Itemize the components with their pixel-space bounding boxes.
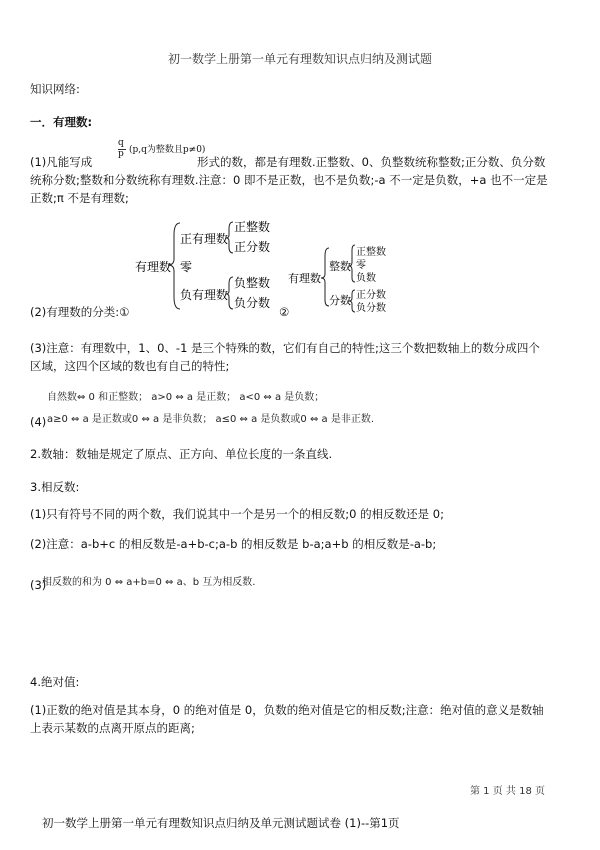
opposite-para2: (2)注意：a-b+c 的相反数是-a+b-c;a-b 的相反数是 b-a;a+b 的相反数是-a-b;	[30, 537, 437, 551]
tree2-int: 整数	[329, 260, 351, 273]
tree2-frac-neg: 负分数	[356, 303, 386, 314]
formula-numerator: q	[118, 138, 124, 148]
tree1-zero: 零	[180, 260, 193, 274]
tree1-pos-int: 正整数	[234, 220, 271, 234]
para4-label: (4)	[30, 415, 47, 429]
knowledge-network-label: 知识网络:	[30, 82, 80, 96]
circle-two-marker: ②	[279, 305, 290, 319]
classification-tree-2	[285, 240, 405, 320]
tree1-neg: 负有理数	[180, 288, 229, 302]
para1-prefix: (1)凡能写成	[30, 155, 93, 169]
tree2-root: 有理数	[288, 272, 321, 285]
document-footer: 初一数学上册第一单元有理数知识点归纳及单元测试题试卷 (1)--第1页	[42, 816, 400, 830]
para3-line2: 区域，这四个区域的数也有自己的特性;	[30, 359, 230, 373]
tree2-frac: 分数	[329, 294, 351, 307]
absolute-para1-line1: (1)正数的绝对值是其本身，0 的绝对值是 0，负数的绝对值是它的相反数;注意：绝对值的意义是数轴	[30, 703, 544, 717]
classification-tree-1	[130, 215, 290, 315]
tree1-neg-int: 负整数	[234, 276, 271, 290]
tree1-neg-frac: 负分数	[234, 296, 271, 310]
sign-rules-line1: 自然数⇔ 0 和正整数； a>0 ⇔ a 是正数； a<0 ⇔ a 是负数；	[47, 392, 325, 403]
section3-heading: 3.相反数:	[30, 480, 80, 494]
para1-line1: 形式的数，都是有理数.正整数、0、负整数统称整数;正分数、负分数	[197, 155, 546, 169]
para3-line1: (3)注意：有理数中，1、0、-1 是三个特殊的数，它们有自己的特性;这三个数把数轴上的数分成四个	[30, 341, 540, 355]
document-title: 初一数学上册第一单元有理数知识点归纳及测试题	[167, 52, 432, 66]
opposite-sum-rule: 相反数的和为 0 ⇔ a+b=0 ⇔ a、b 互为相反数.	[42, 577, 256, 588]
section1-heading: 一．有理数:	[30, 115, 93, 129]
para1-line3: 正数;π 不是有理数;	[30, 191, 129, 205]
tree1-pos-frac: 正分数	[234, 240, 271, 254]
tree1-pos: 正有理数	[180, 232, 229, 246]
opposite-para1: (1)只有符号不同的两个数，我们说其中一个是另一个的相反数;0 的相反数还是 0;	[30, 507, 444, 521]
number-line-definition: 2.数轴：数轴是规定了原点、正方向、单位长度的一条直线.	[30, 447, 333, 461]
sign-rules-line2: a≥0 ⇔ a 是正数或0 ⇔ a 是非负数； a≤0 ⇔ a 是负数或0 ⇔ a 是非正数.	[47, 414, 374, 425]
para1-line2: 统称分数;整数和分数统称有理数.注意：0 即不是正数，也不是负数;-a 不一定是负数，+a 也不一定是	[30, 173, 548, 187]
formula-condition: (p,q为整数且p≠0)	[129, 145, 206, 155]
tree2-int-zero: 零	[356, 260, 366, 271]
tree1-root: 有理数	[135, 260, 172, 274]
formula-denominator: p	[118, 149, 124, 159]
tree2-int-pos: 正整数	[356, 247, 386, 258]
classification-label: (2)有理数的分类:①	[30, 305, 130, 319]
absolute-para1-line2: 上表示某数的点离开原点的距离;	[30, 721, 195, 735]
section4-heading: 4.绝对值:	[30, 675, 80, 689]
tree2-int-neg: 负数	[356, 273, 376, 284]
tree2-frac-pos: 正分数	[356, 290, 386, 301]
page-counter: 第 1 页 共 18 页	[470, 786, 545, 797]
opposite-para3-label: (3)	[30, 578, 47, 592]
